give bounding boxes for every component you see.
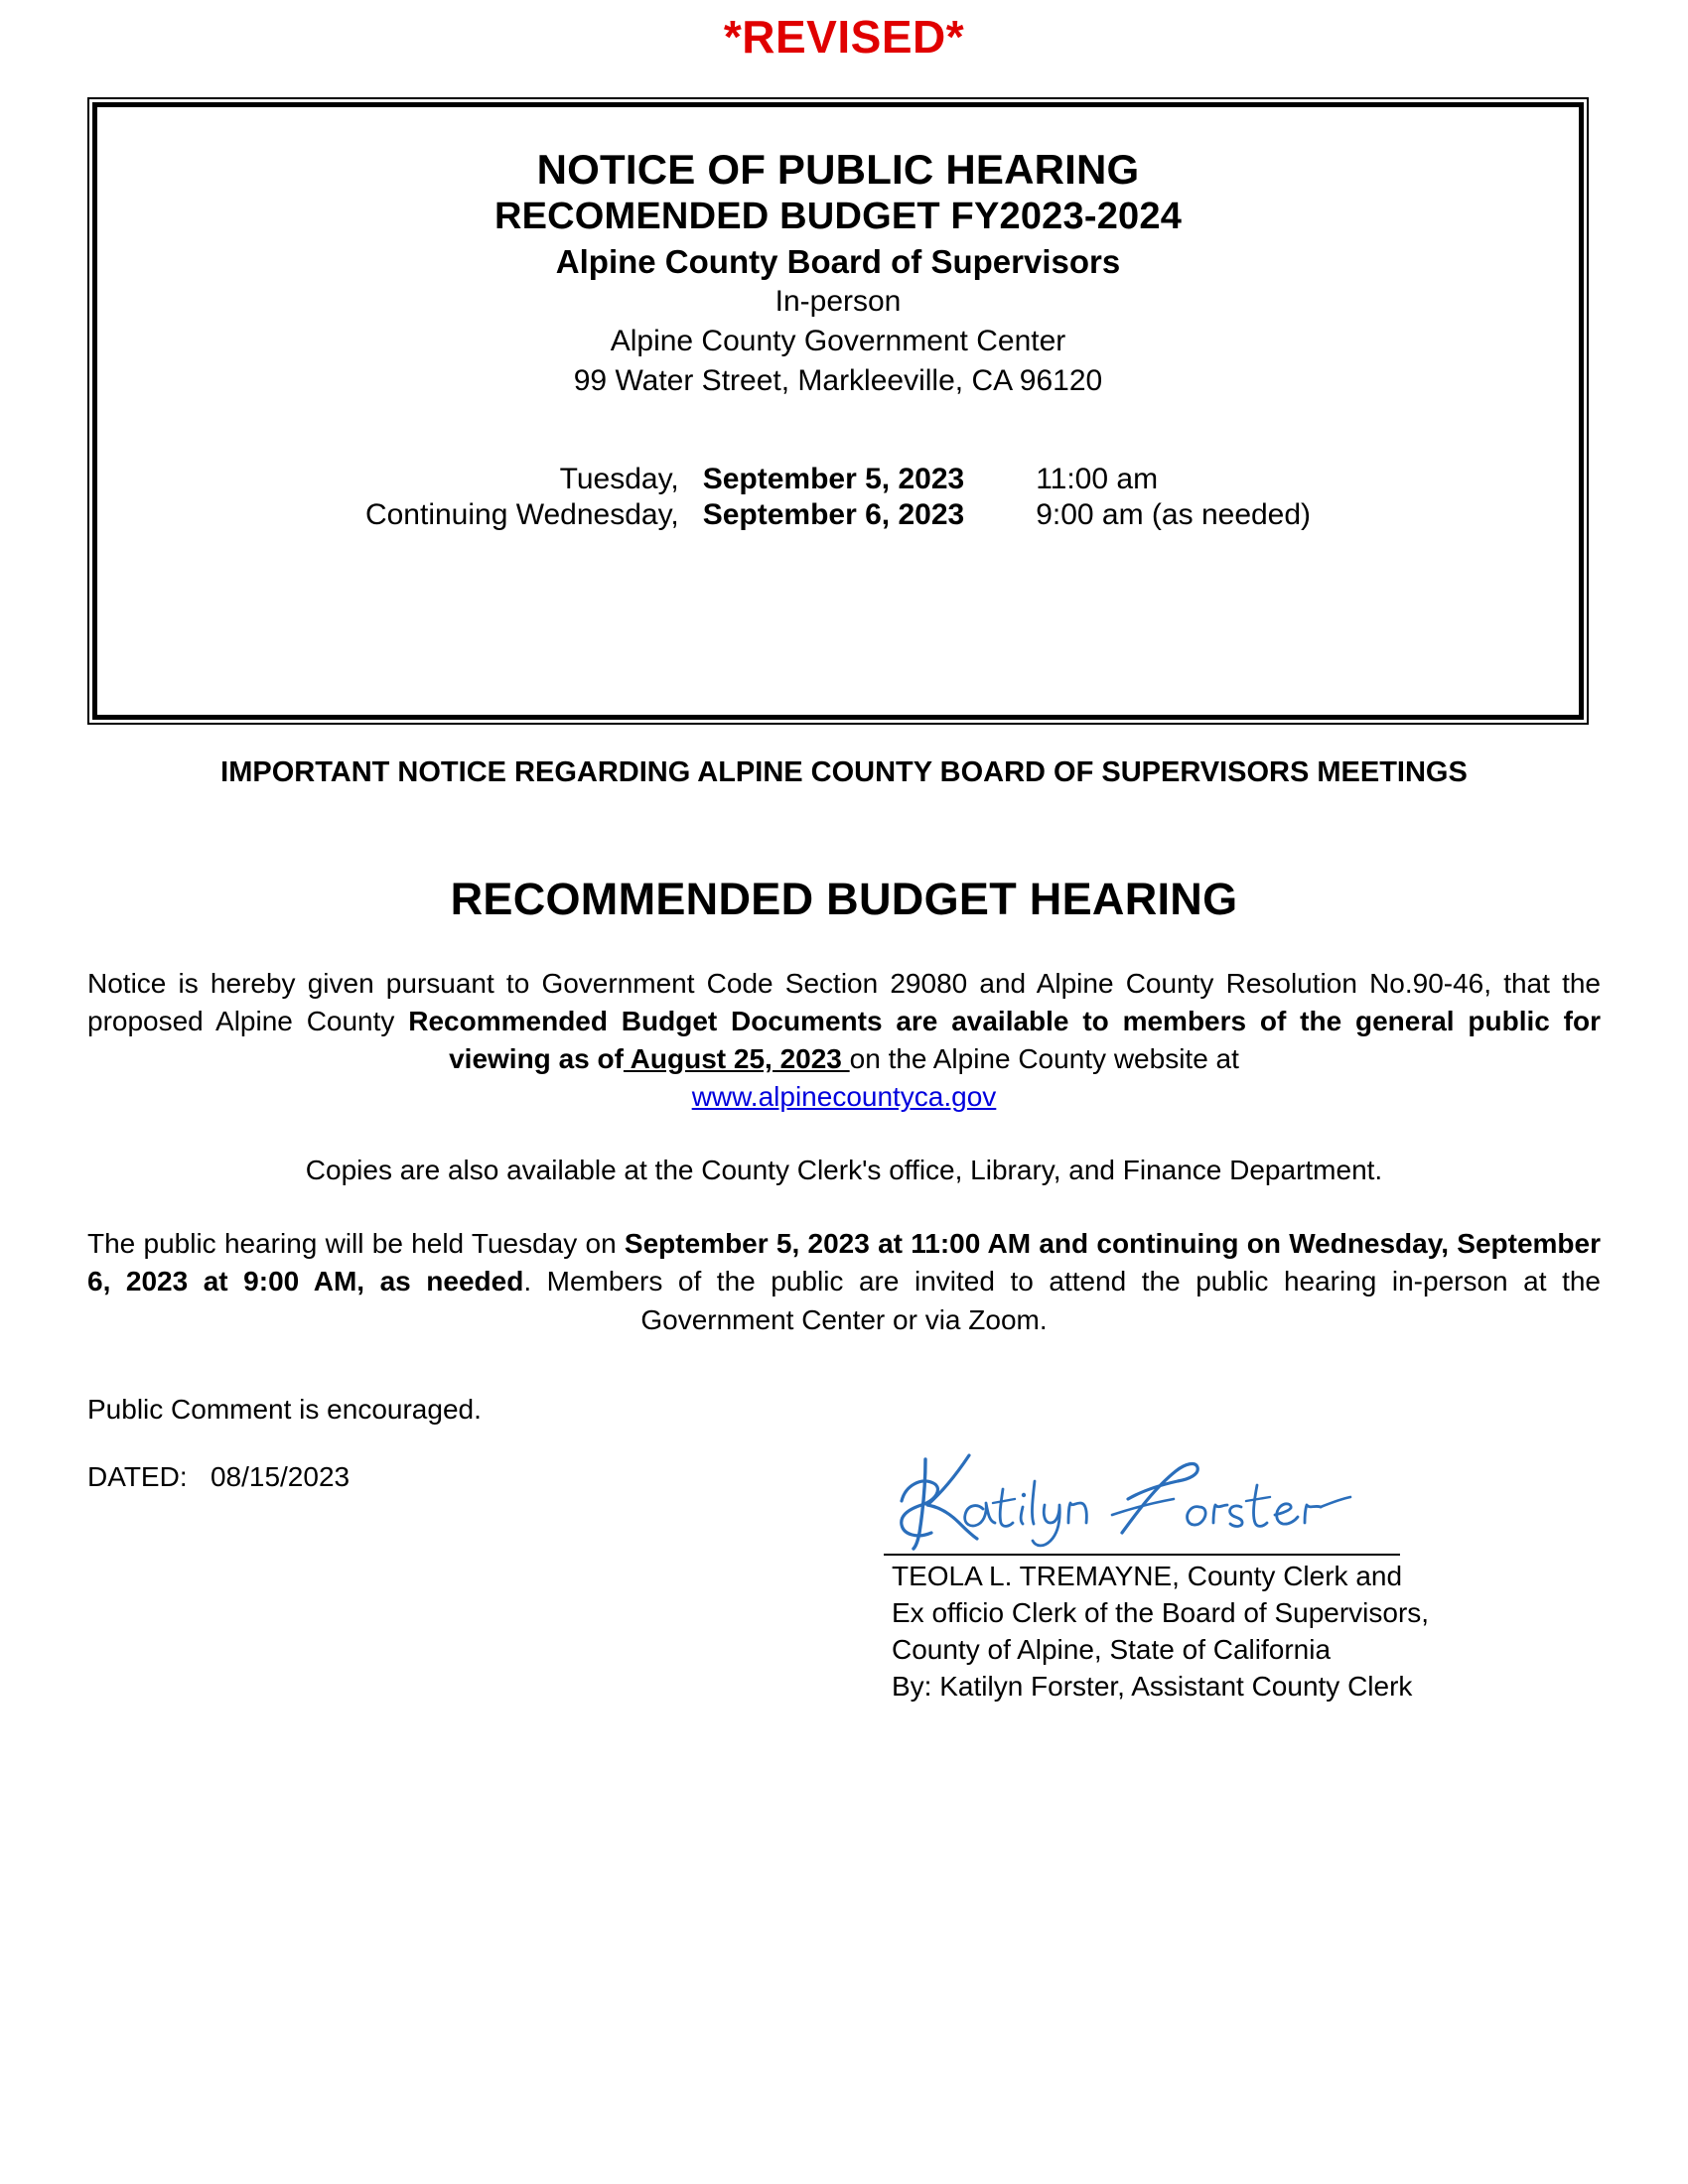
notice-box bbox=[87, 97, 1589, 725]
county-website-link[interactable]: www.alpinecountyca.gov bbox=[691, 1081, 997, 1113]
schedule-day: Tuesday, bbox=[559, 463, 679, 496]
important-notice-heading: IMPORTANT NOTICE REGARDING ALPINE COUNTY BOARD OF SUPERVISORS MEETINGS bbox=[220, 756, 1468, 788]
signature-text-lines bbox=[892, 1559, 1499, 1706]
signature-rule bbox=[884, 1554, 1400, 1556]
signatory-name-title: TEOLA L. TREMAYNE, County Clerk and bbox=[892, 1561, 1403, 1591]
notice-venue: Alpine County Government Center bbox=[610, 324, 1066, 357]
notice-title-secondary: RECOMENDED BUDGET FY2023-2024 bbox=[493, 195, 1183, 237]
hearing-text-part-two: . Members of the public are invited to attend the public hearing in-person at the Government Center or via Zoom. bbox=[523, 1266, 1601, 1335]
paragraph-hearing-details bbox=[87, 1225, 1601, 1338]
hearing-schedule bbox=[97, 462, 1579, 533]
paragraph-notice-given bbox=[87, 965, 1601, 1078]
notice-text-bold-one: Recommended Budget Documents are available to members of the general public for viewing as of bbox=[408, 1006, 1602, 1075]
hearing-datetime-bold: September 5, 2023 at 11:00 AM and continuing on Wednesday, September 6, 2023 at 9:00 AM, as needed bbox=[87, 1228, 1601, 1297]
revised-banner: *REVISED* bbox=[723, 11, 965, 63]
schedule-day: Continuing Wednesday, bbox=[364, 498, 679, 532]
dated-value: 08/15/2023 bbox=[210, 1461, 351, 1492]
dated-line bbox=[87, 1461, 350, 1493]
schedule-date: September 6, 2023 bbox=[702, 498, 965, 532]
main-heading: RECOMMENDED BUDGET HEARING bbox=[450, 874, 1238, 924]
signatory-by-line: By: Katilyn Forster, Assistant County Clerk bbox=[892, 1670, 1413, 1702]
schedule-date: September 5, 2023 bbox=[702, 463, 965, 496]
signatory-role: Ex officio Clerk of the Board of Supervisors, bbox=[892, 1596, 1430, 1628]
handwritten-signature-icon bbox=[892, 1430, 1408, 1554]
dated-label: DATED: bbox=[87, 1461, 188, 1492]
paragraph-website bbox=[87, 1078, 1601, 1116]
schedule-time: 11:00 am bbox=[1036, 463, 1159, 496]
notice-title-primary: NOTICE OF PUBLIC HEARING bbox=[536, 146, 1140, 193]
notice-title-body-name: Alpine County Board of Supervisors bbox=[555, 243, 1121, 281]
schedule-row bbox=[365, 497, 1311, 533]
notice-address: 99 Water Street, Markleeville, CA 96120 bbox=[573, 363, 1103, 397]
schedule-table bbox=[365, 462, 1311, 533]
hearing-text-part-one: The public hearing will be held Tuesday on bbox=[87, 1228, 625, 1260]
spacer bbox=[87, 1116, 1601, 1152]
schedule-row bbox=[365, 462, 1311, 497]
notice-format: In-person bbox=[774, 285, 902, 319]
signatory-jurisdiction: County of Alpine, State of California bbox=[892, 1633, 1332, 1665]
notice-box-inner bbox=[92, 102, 1584, 720]
notice-text-part-one: Notice is hereby given pursuant to Government Code Section 29080 and Alpine County Resolution No.90-46, that the proposed Alpine County bbox=[87, 968, 1601, 1037]
schedule-time: 9:00 am (as needed) bbox=[1036, 498, 1312, 532]
paragraph-copies-available: Copies are also available at the County Clerk's office, Library, and Finance Department. bbox=[305, 1155, 1383, 1186]
public-comment-note: Public Comment is encouraged. bbox=[87, 1394, 482, 1425]
availability-date: August 25, 2023 bbox=[623, 1043, 850, 1075]
spacer bbox=[87, 1189, 1601, 1225]
notice-text-part-two: on the Alpine County website at bbox=[849, 1043, 1239, 1075]
body-content bbox=[87, 965, 1601, 1339]
signature-block bbox=[884, 1430, 1499, 1706]
